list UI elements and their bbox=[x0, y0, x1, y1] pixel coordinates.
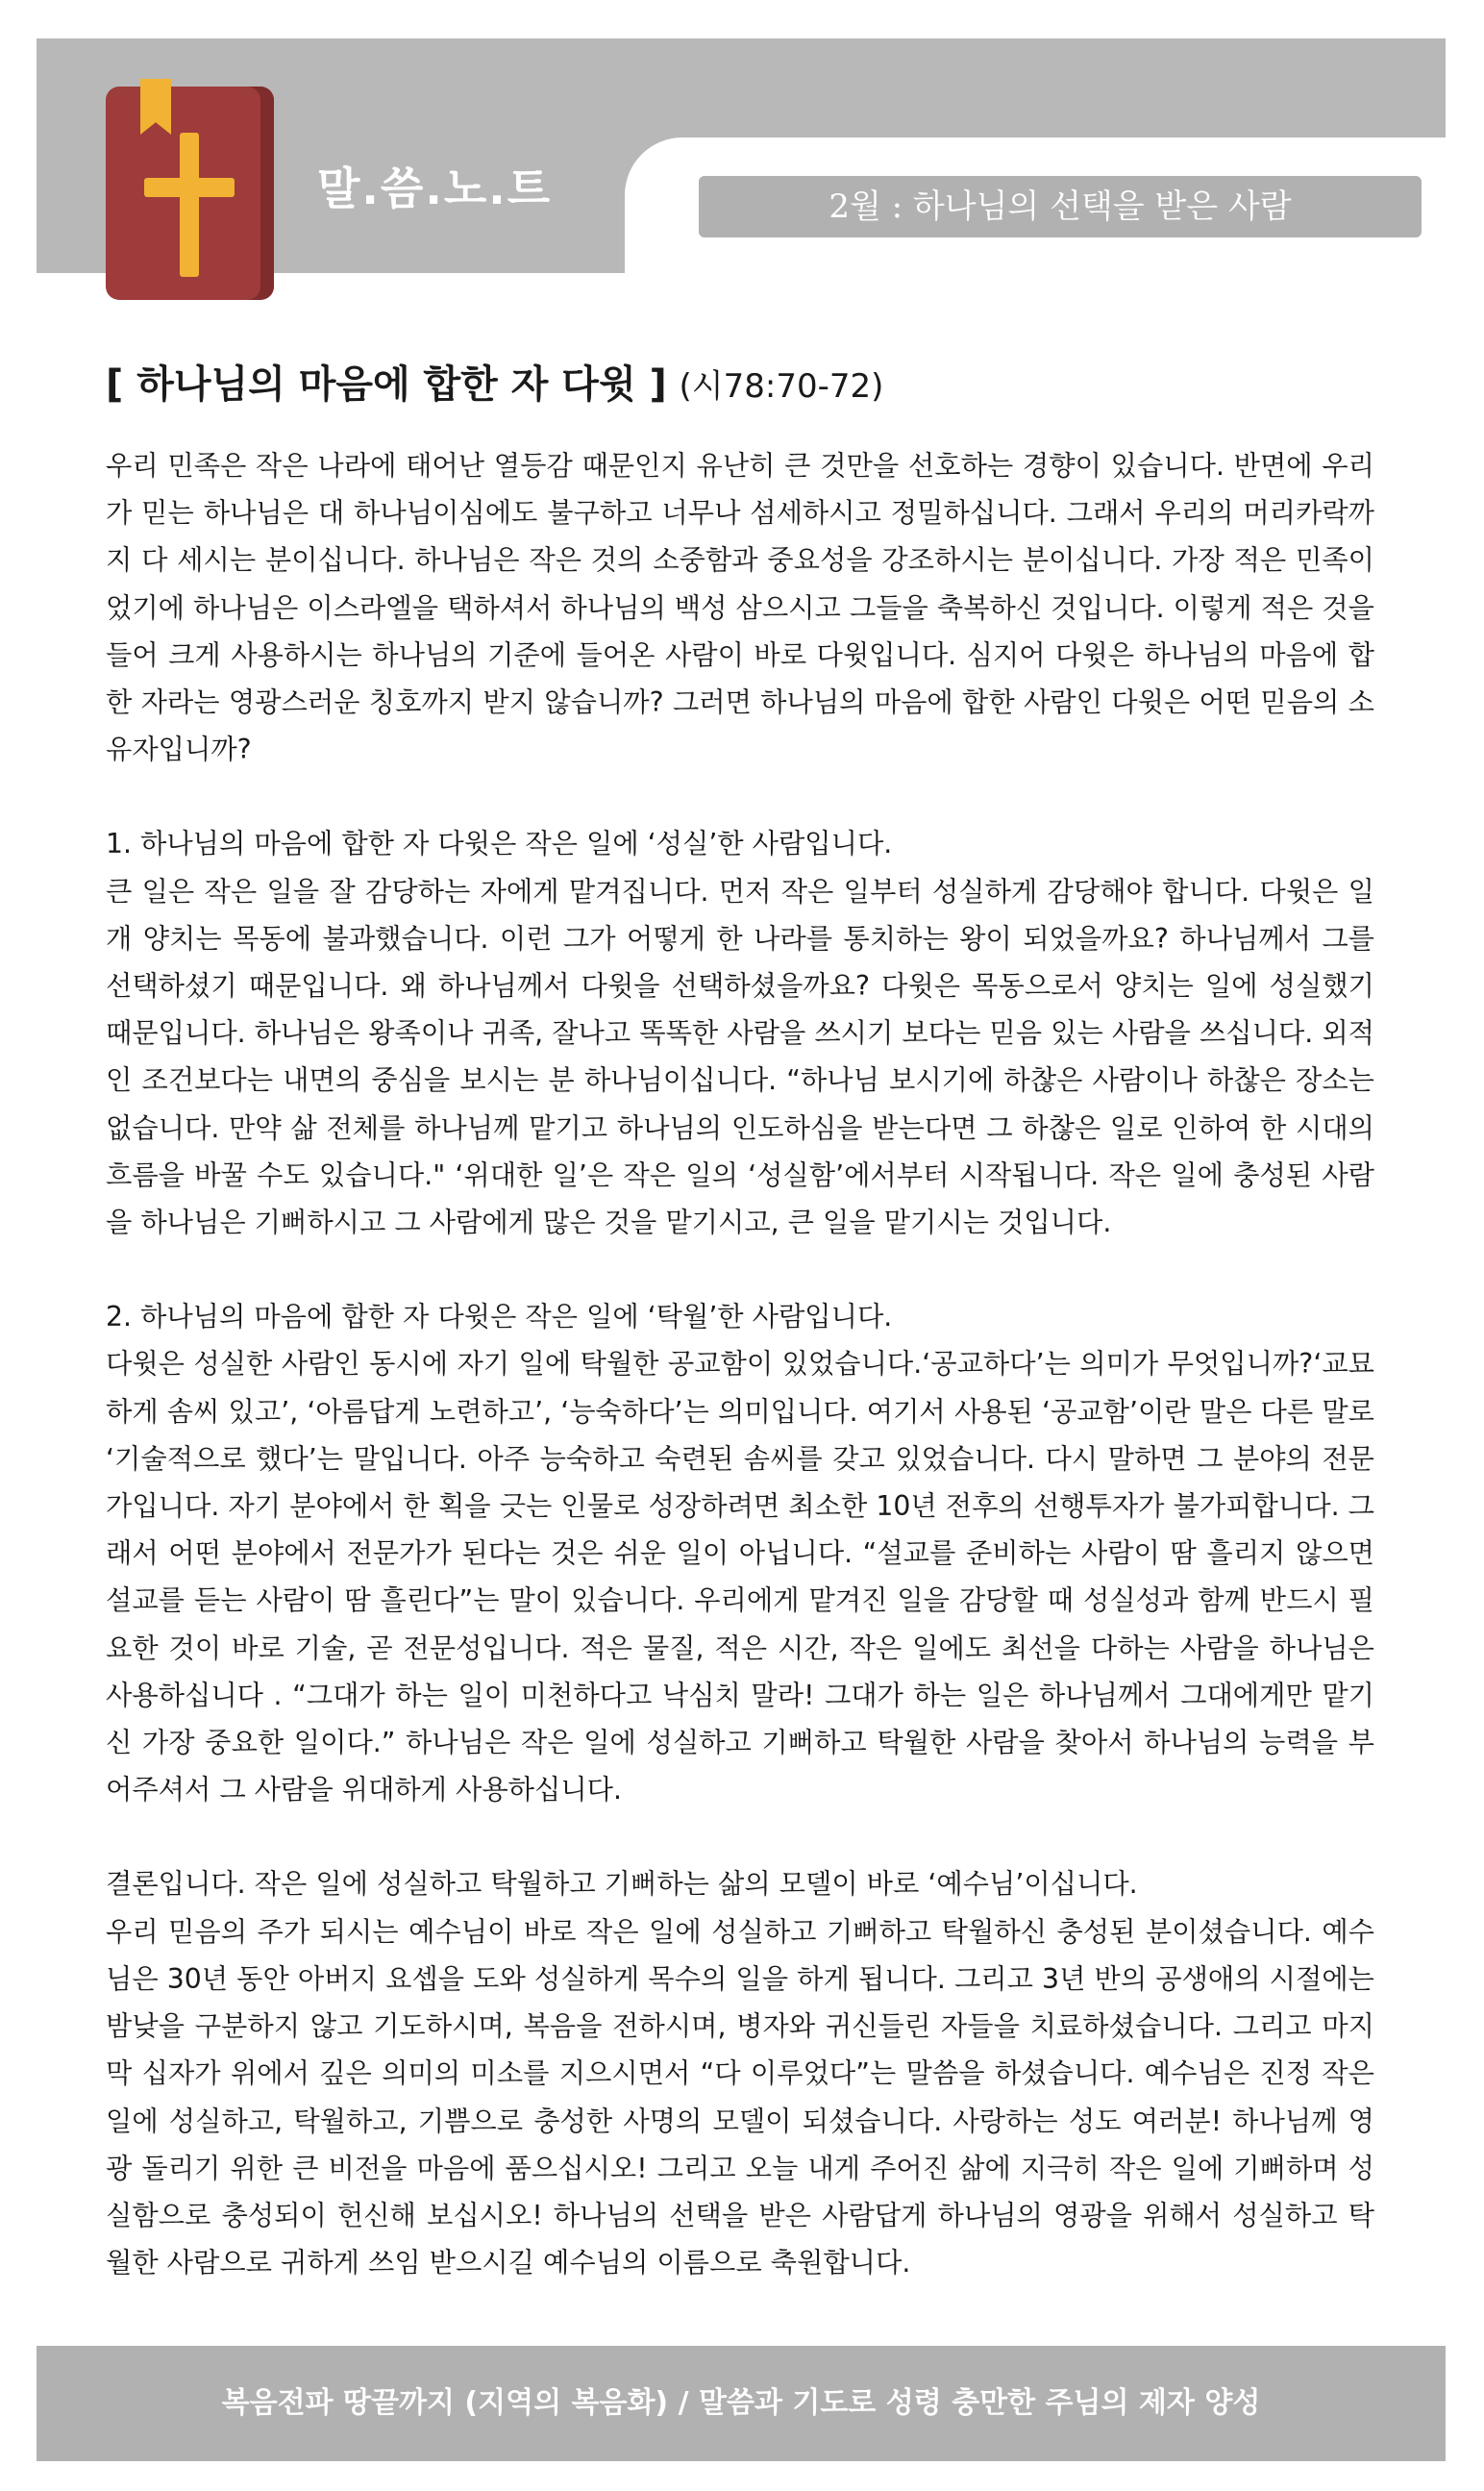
bible-icon bbox=[106, 87, 274, 300]
scripture-reference: (시78:70-72) bbox=[679, 367, 884, 406]
cross-icon bbox=[180, 133, 199, 277]
brand-title: 말.씀.노.트 bbox=[317, 162, 553, 214]
sermon-title: [ 하나님의 마음에 합한 자 다윗 ] bbox=[106, 362, 667, 407]
month-topic-badge: 2월 : 하나님의 선택을 받은 사람 bbox=[699, 176, 1422, 237]
conclusion-heading: 결론입니다. 작은 일에 성실하고 탁월하고 기뻐하는 삶의 모델이 바로 ‘예수님’이십니다. bbox=[106, 1868, 1138, 1901]
bookmark-ribbon-icon bbox=[140, 79, 171, 135]
point1-heading: 1. 하나님의 마음에 합한 자 다윗은 작은 일에 ‘성실’한 사람입니다. bbox=[106, 828, 893, 860]
point2-heading: 2. 하나님의 마음에 합한 자 다윗은 작은 일에 ‘탁월’한 사람입니다. bbox=[106, 1301, 893, 1333]
footer-motto: 복음전파 땅끝까지 (지역의 복음화) / 말씀과 기도로 성령 충만한 주님의 제자 양성 bbox=[37, 2346, 1446, 2461]
intro-paragraph: 우리 민족은 작은 나라에 태어난 열등감 때문인지 유난히 큰 것만을 선호하는 경향이 있습니다. 반면에 우리가 믿는 하나님은 대 하나님이심에도 불구하고 너무나 섬세하시고 정밀하십니다. 그래서 우리의 머리카락까지 다 세시는 분이십니다. 하나님은 작은 것의 소중함과 중요성을 강조하시는 분이십니다. 가장 적은 민족이었기에 하나님은 이스라엘을 택하셔서 하나님의 백성 삼으시고 그들을 축복하신 것입니다. 이렇게 적은 것을 들어 크게 사용하시는 하나님의 기준에 들어온 사람이 바로 다윗입니다. 심지어 다윗은 하나님의 마음에 합한 자라는 영광스러운 칭호까지 받지 않습니까? 그러면 하나님의 마음에 합한 사람인 다윗은 어떤 믿음의 소유자입니까? bbox=[106, 450, 1374, 766]
article-body bbox=[106, 442, 1374, 2286]
conclusion-paragraph: 우리 믿음의 주가 되시는 예수님이 바로 작은 일에 성실하고 기뻐하고 탁월하신 충성된 분이셨습니다. 예수님은 30년 동안 아버지 요셉을 도와 성실하게 목수의 일을 하게 됩니다. 그리고 3년 반의 공생애의 시절에는 밤낮을 구분하지 않고 기도하시며, 복음을 전하시며, 병자와 귀신들린 자들을 치료하셨습니다. 그리고 마지막 십자가 위에서 깊은 의미의 미소를 지으시면서 “다 이루었다”는 말씀을 하셨습니다. 예수님은 진정 작은 일에 성실하고, 탁월하고, 기쁨으로 충성한 사명의 모델이 되셨습니다. 사랑하는 성도 여러분! 하나님께 영광 돌리기 위한 큰 비전을 마음에 품으십시오! 그리고 오늘 내게 주어진 삶에 지극히 작은 일에 기뻐하며 성실함으로 충성되이 헌신해 보십시오! 하나님의 선택을 받은 사람답게 하나님의 영광을 위해서 성실하고 탁월한 사람으로 귀하게 쓰임 받으시길 예수님의 이름으로 축원합니다. bbox=[106, 1915, 1374, 2279]
article-title bbox=[106, 354, 883, 409]
point2-paragraph: 다윗은 성실한 사람인 동시에 자기 일에 탁월한 공교함이 있었습니다.‘공교하다’는 의미가 무엇입니까?‘교묘하게 솜씨 있고’, ‘아름답게 노련하고’, ‘능숙하다’는 의미입니다. 여기서 사용된 ‘공교함’이란 말은 다른 말로 ‘기술적으로 했다’는 말입니다. 아주 능숙하고 숙련된 솜씨를 갖고 있었습니다. 다시 말하면 그 분야의 전문가입니다. 자기 분야에서 한 획을 긋는 인물로 성장하려면 최소한 10년 전후의 선행투자가 불가피합니다. 그래서 어떤 분야에서 전문가가 된다는 것은 쉬운 일이 아닙니다. “설교를 준비하는 사람이 땀 흘리지 않으면 설교를 듣는 사람이 땀 흘린다”는 말이 있습니다. 우리에게 맡겨진 일을 감당할 때 성실성과 함께 반드시 필요한 것이 바로 기술, 곧 전문성입니다. 적은 물질, 적은 시간, 작은 일에도 최선을 다하는 사람을 하나님은 사용하십니다 . “그대가 하는 일이 미천하다고 낙심치 말라! 그대가 하는 일은 하나님께서 그대에게만 맡기신 가장 중요한 일이다.” 하나님은 작은 일에 성실하고 기뻐하고 탁월한 사람을 찾아서 하나님의 능력을 부어주셔서 그 사람을 위대하게 사용하십니다. bbox=[106, 1348, 1374, 1806]
cross-icon-bar bbox=[144, 178, 235, 197]
point1-paragraph: 큰 일은 작은 일을 잘 감당하는 자에게 맡겨집니다. 먼저 작은 일부터 성실하게 감당해야 합니다. 다윗은 일개 양치는 목동에 불과했습니다. 이런 그가 어떻게 한 나라를 통치하는 왕이 되었을까요? 하나님께서 그를 선택하셨기 때문입니다. 왜 하나님께서 다윗을 선택하셨을까요? 다윗은 목동으로서 양치는 일에 성실했기 때문입니다. 하나님은 왕족이나 귀족, 잘나고 똑똑한 사람을 쓰시기 보다는 믿음 있는 사람을 쓰십니다. 외적인 조건보다는 내면의 중심을 보시는 분 하나님이십니다. “하나님 보시기에 하찮은 사람이나 하찮은 장소는 없습니다. 만약 삶 전체를 하나님께 맡기고 하나님의 인도하심을 받는다면 그 하찮은 일로 인하여 한 시대의 흐름을 바꿀 수도 있습니다." ‘위대한 일’은 작은 일의 ‘성실함’에서부터 시작됩니다. 작은 일에 충성된 사람을 하나님은 기뻐하시고 그 사람에게 많은 것을 맡기시고, 큰 일을 맡기시는 것입니다. bbox=[106, 875, 1374, 1239]
